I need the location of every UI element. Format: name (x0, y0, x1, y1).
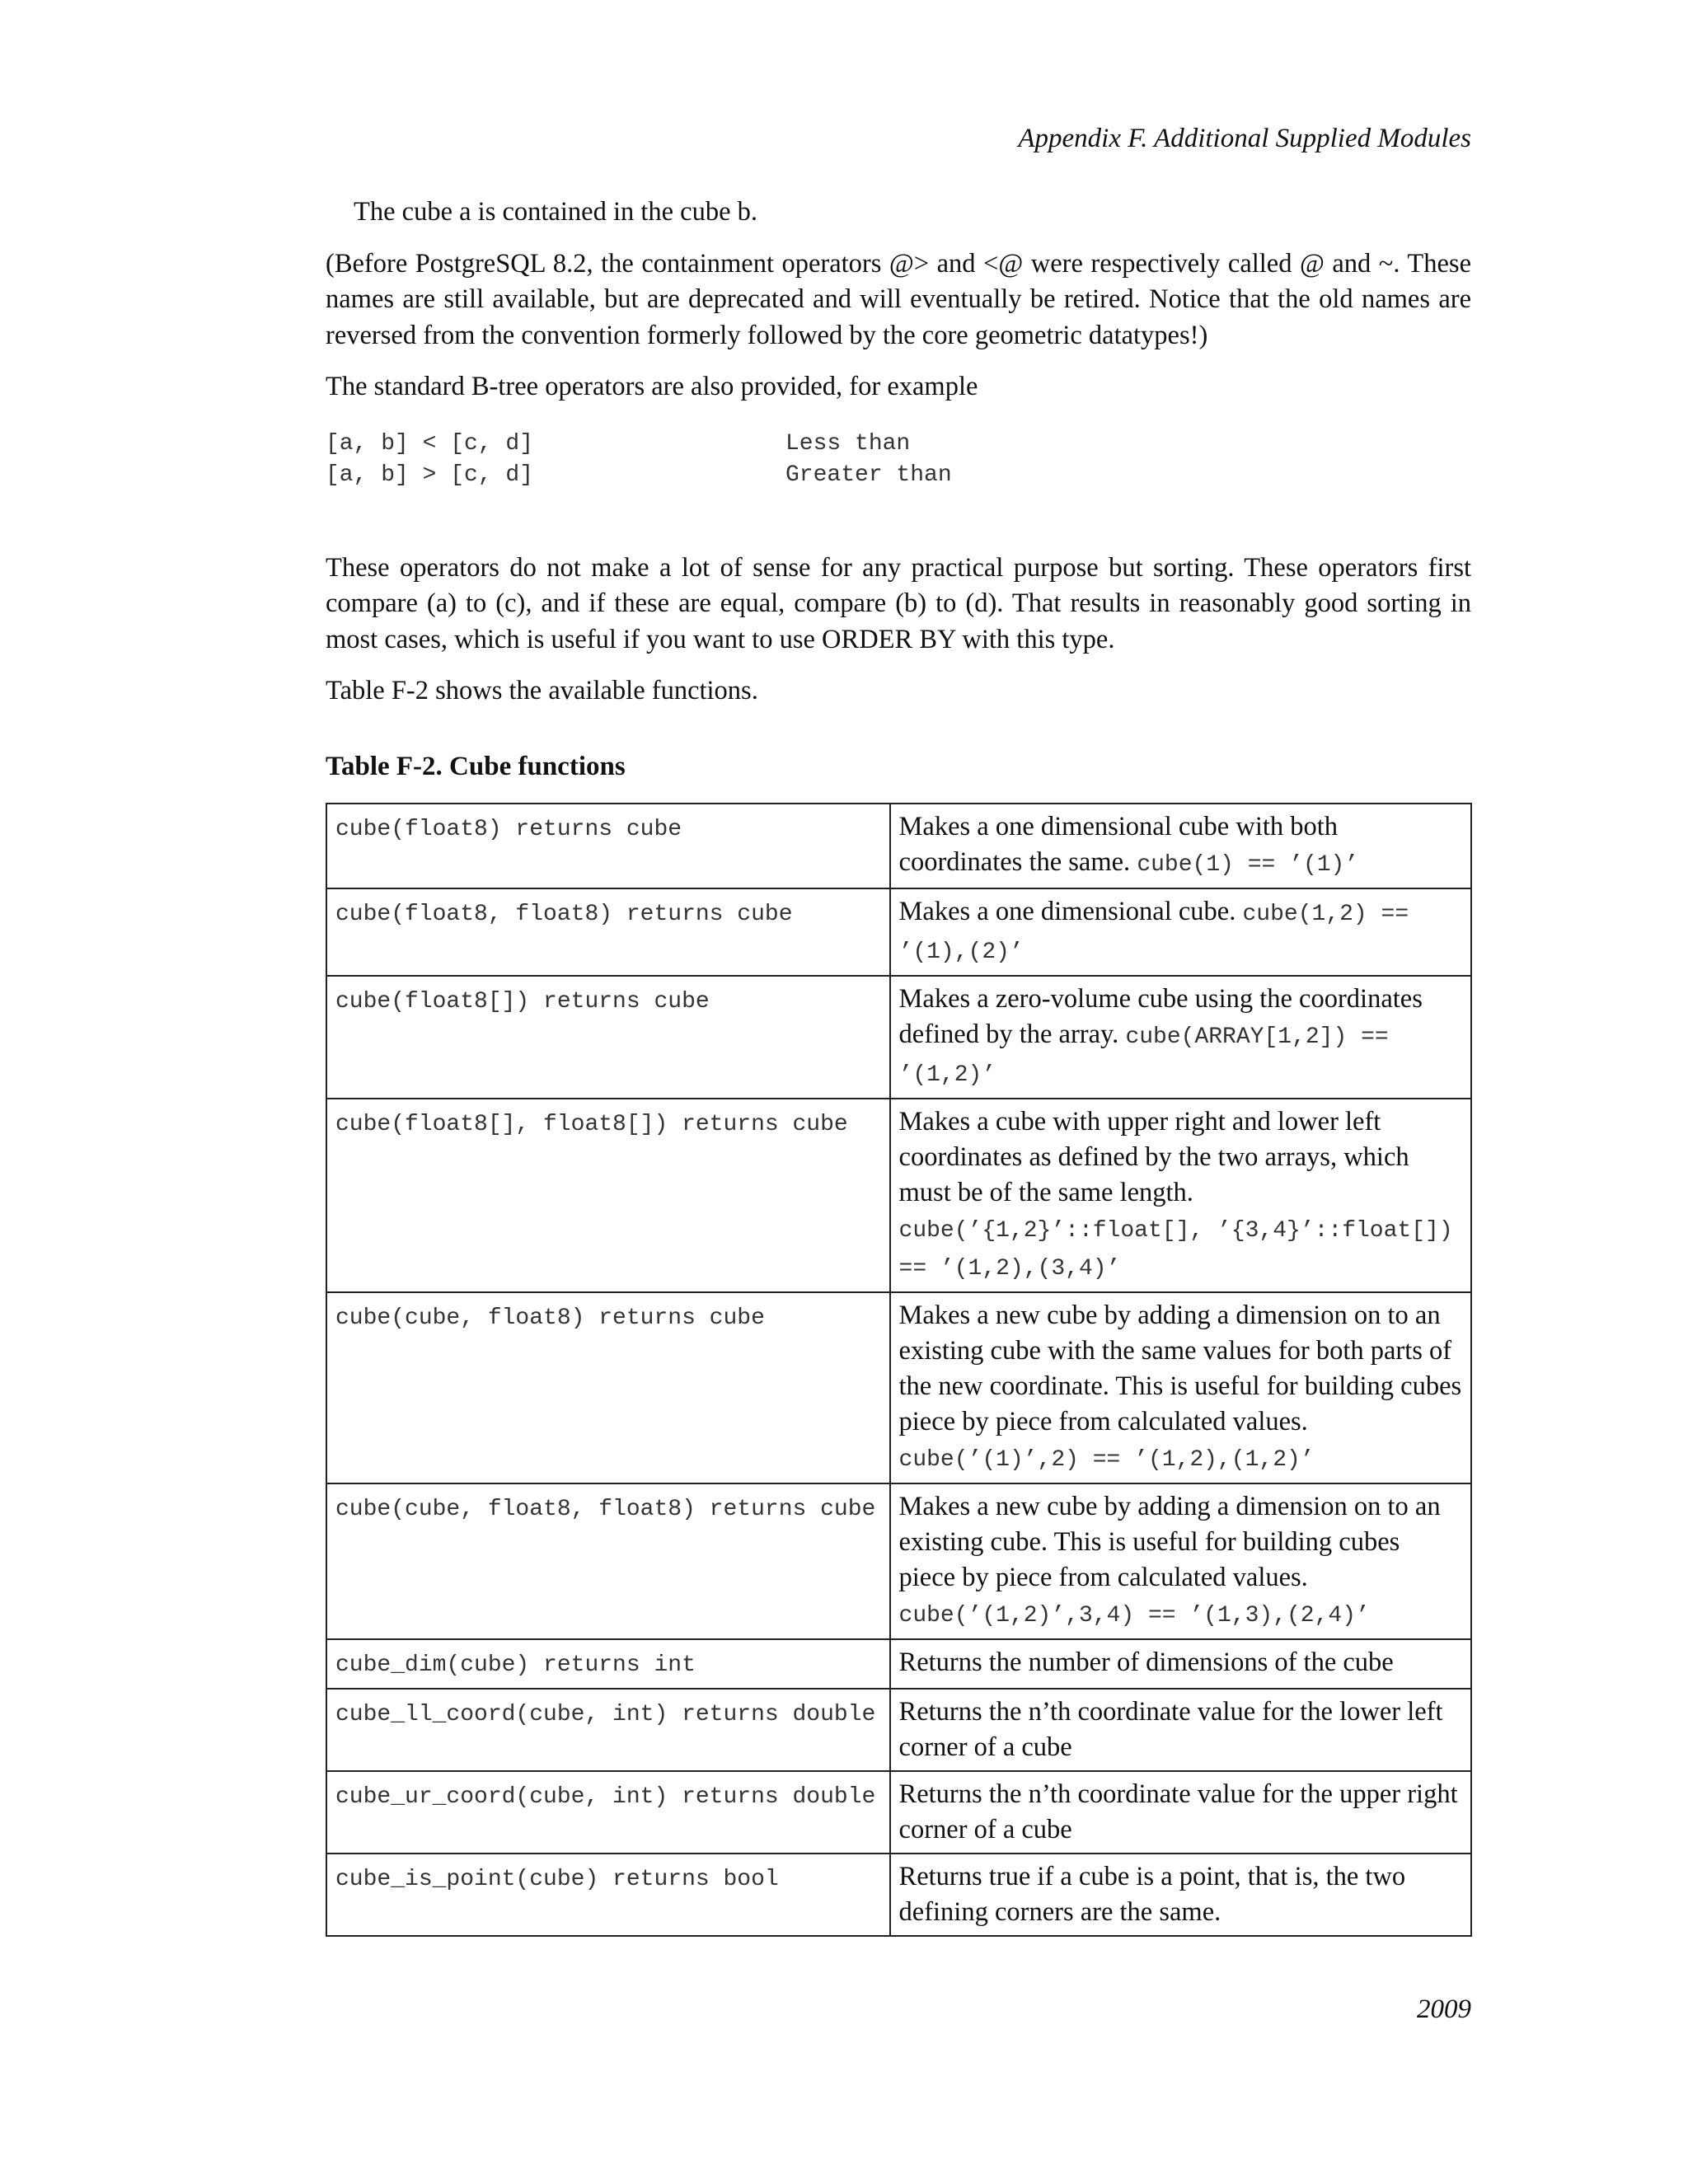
description-text: Makes a one dimensional cube with both coordinates the same. (898, 811, 1339, 877)
operator-description: Less than (785, 430, 911, 457)
table-row (326, 888, 1471, 976)
example-code: cube(1) == ’(1)’ (1137, 851, 1359, 878)
function-signature: cube_ll_coord(cube, int) returns double (326, 1689, 890, 1771)
cube-functions-table (326, 803, 1472, 1937)
function-description: Returns the n’th coordinate value for the upper right corner of a cube (890, 1771, 1471, 1854)
function-signature: cube(cube, float8, float8) returns cube (326, 1483, 890, 1639)
table-row (326, 1099, 1471, 1292)
paragraph-deprecated-operators: (Before PostgreSQL 8.2, the containment operators @> and <@ were respectively called @ and ~. These names are still available, but are deprecated and will eventually be retired. Notice that the old names are reversed from the convention formerly followed by the core geometric datatypes!) (326, 248, 1471, 350)
description-text: Makes a new cube by adding a dimension on to an existing cube. This is useful for building cubes piece by piece from calculated values. (898, 1491, 1441, 1592)
function-signature: cube_is_point(cube) returns bool (326, 1854, 890, 1936)
table-row (326, 1771, 1471, 1854)
table-row (326, 1292, 1471, 1483)
table-row (326, 976, 1471, 1099)
paragraph-table-reference: Table F-2 shows the available functions. (326, 676, 758, 705)
function-description (890, 1099, 1471, 1292)
example-code: cube(1,2) == ’(1),(2)’ (898, 901, 1409, 965)
function-description (890, 976, 1471, 1099)
running-header: Appendix F. Additional Supplied Modules (1018, 124, 1471, 153)
page-number: 2009 (1417, 1994, 1471, 2024)
operator-row-less-than (326, 429, 1471, 460)
table-row (326, 1689, 1471, 1771)
function-signature: cube_dim(cube) returns int (326, 1639, 890, 1689)
function-signature: cube_ur_coord(cube, int) returns double (326, 1771, 890, 1854)
function-description: Returns the number of dimensions of the cube (890, 1639, 1471, 1689)
page-content (326, 194, 1471, 1937)
function-signature: cube(float8[], float8[]) returns cube (326, 1099, 890, 1292)
function-signature: cube(float8[]) returns cube (326, 976, 890, 1099)
function-description: Returns true if a cube is a point, that is, the two defining corners are the same. (890, 1854, 1471, 1936)
function-signature: cube(float8, float8) returns cube (326, 888, 890, 976)
description-text: Makes a one dimensional cube. (898, 896, 1236, 926)
function-description (890, 1483, 1471, 1639)
operator-code-block (326, 429, 1471, 491)
table-row (326, 1483, 1471, 1639)
paragraph-btree-intro: The standard B-tree operators are also provided, for example (326, 372, 978, 401)
function-signature: cube(cube, float8) returns cube (326, 1292, 890, 1483)
operator-expression: [a, b] > [c, d] (326, 462, 534, 488)
function-description (890, 1292, 1471, 1483)
paragraph-containment-definition: The cube a is contained in the cube b. (354, 197, 758, 227)
function-description (890, 804, 1471, 888)
example-code: cube(’(1)’,2) == ’(1,2),(1,2)’ (898, 1446, 1315, 1473)
description-text: Makes a cube with upper right and lower left coordinates as defined by the two arrays, which must be of the same length. (898, 1106, 1409, 1207)
operator-row-greater-than (326, 460, 1471, 491)
description-text: Makes a zero-volume cube using the coordinates defined by the array. (898, 983, 1423, 1049)
table-row (326, 1639, 1471, 1689)
table-row (326, 1854, 1471, 1936)
operator-description: Greater than (785, 462, 952, 488)
function-description (890, 888, 1471, 976)
operator-expression: [a, b] < [c, d] (326, 430, 534, 457)
function-signature: cube(float8) returns cube (326, 804, 890, 888)
example-code: cube(ARRAY[1,2]) == ’(1,2)’ (898, 1024, 1389, 1088)
table-title: Table F-2. Cube functions (326, 751, 626, 781)
description-text: Makes a new cube by adding a dimension on to an existing cube with the same values for both parts of the new coordinate. This is useful for building cubes piece by piece from calculated values. (898, 1300, 1462, 1436)
example-code: cube(’(1,2)’,3,4) == ’(1,3),(2,4)’ (898, 1602, 1370, 1629)
function-description: Returns the n’th coordinate value for the lower left corner of a cube (890, 1689, 1471, 1771)
paragraph-sorting-explanation: These operators do not make a lot of sense for any practical purpose but sorting. These operators first compare (a) to (c), and if these are equal, compare (b) to (d). That results in reasonably good sorting in most cases, which is useful if you want to use ORDER BY with this type. (326, 552, 1471, 654)
example-code: cube(’{1,2}’::float[], ’{3,4}’::float[]) == ’(1,2),(3,4)’ (898, 1217, 1453, 1282)
table-row (326, 804, 1471, 888)
